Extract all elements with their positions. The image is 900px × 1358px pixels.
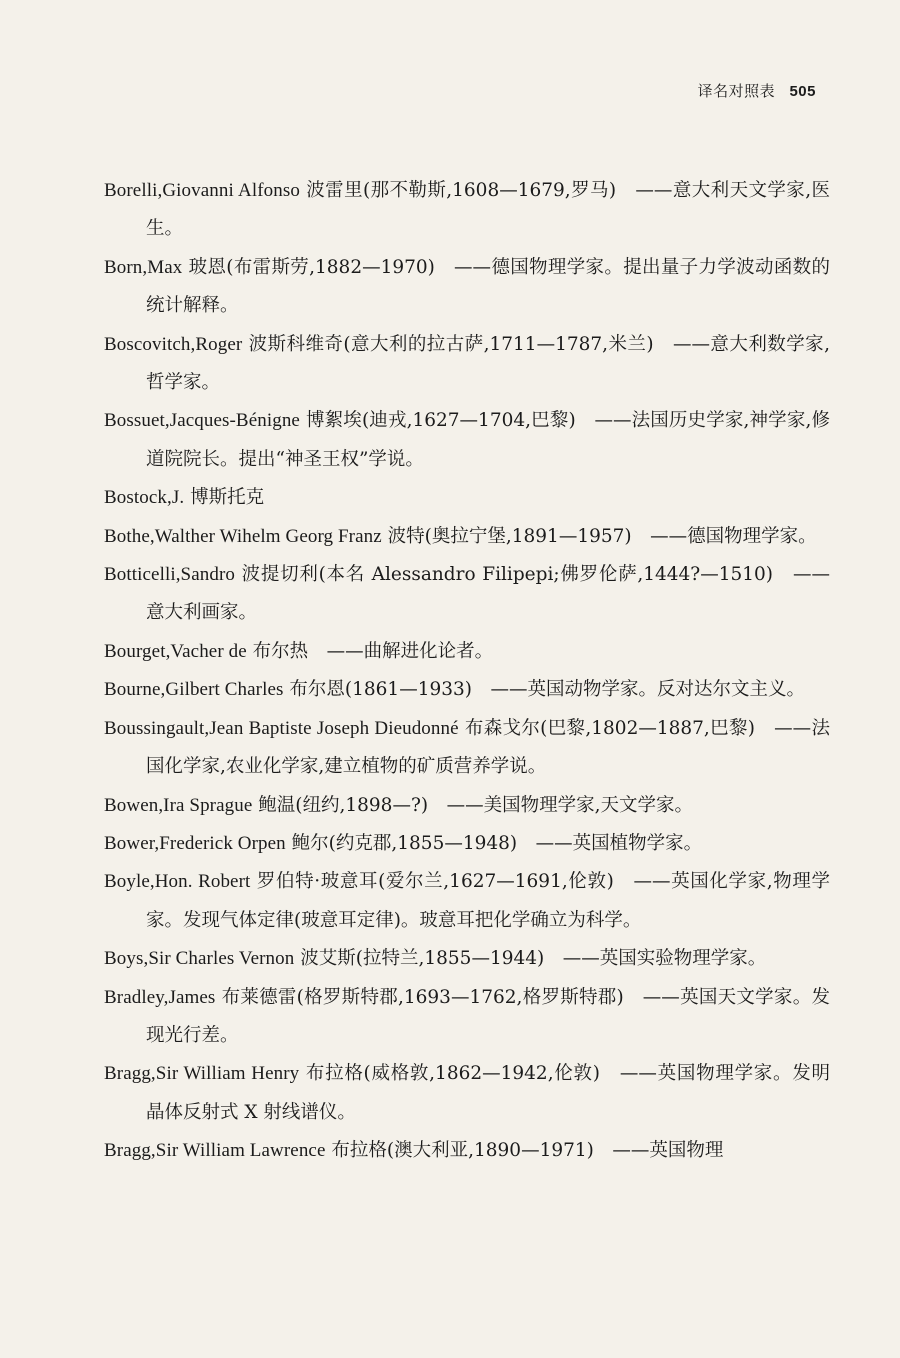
glossary-entry bbox=[104, 1055, 830, 1132]
entry-name: Borelli,Giovanni Alfonso bbox=[104, 180, 300, 201]
glossary-entry bbox=[104, 825, 830, 863]
glossary-entry bbox=[104, 940, 830, 978]
entry-text: 波特(奥拉宁堡,1891—1957) ——德国物理学家。 bbox=[387, 525, 817, 547]
entry-name: Botticelli,Sandro bbox=[104, 564, 235, 586]
glossary-entry bbox=[104, 979, 830, 1056]
entry-text: 波斯科维奇(意大利的拉古萨,1711—1787,米兰) ——意大利数学家,哲学家。 bbox=[146, 333, 830, 394]
entry-name: Boys,Sir Charles Vernon bbox=[104, 948, 295, 970]
entry-text: 波雷里(那不勒斯,1608—1679,罗马) ——意大利天文学家,医生。 bbox=[146, 180, 830, 240]
entry-name: Bradley,James bbox=[104, 986, 216, 1008]
entry-text: 鲍尔(约克郡,1855—1948) ——英国植物学家。 bbox=[291, 832, 703, 854]
glossary-entry bbox=[104, 1132, 830, 1170]
entry-name: Bourget,Vacher de bbox=[104, 640, 247, 662]
entry-text: 布拉格(澳大利亚,1890—1971) ——英国物理 bbox=[331, 1140, 724, 1162]
entry-name: Bothe,Walther Wihelm Georg Franz bbox=[104, 525, 382, 547]
glossary-entry bbox=[104, 787, 830, 825]
entry-text: 玻恩(布雷斯劳,1882—1970) ——德国物理学家。提出量子力学波动函数的统计解释。 bbox=[146, 256, 830, 317]
entry-text: 博絮埃(迪戎,1627—1704,巴黎) ——法国历史学家,神学家,修道院院长。提出“神圣王权”学说。 bbox=[146, 410, 830, 470]
glossary-entry bbox=[104, 479, 830, 517]
page-number: 505 bbox=[789, 83, 816, 100]
entry-name: Bostock,J. bbox=[104, 487, 185, 509]
glossary-entry bbox=[104, 326, 830, 403]
glossary-entry bbox=[104, 633, 830, 671]
entry-text: 波艾斯(拉特兰,1855—1944) ——英国实验物理学家。 bbox=[300, 948, 767, 970]
running-head-title: 译名对照表 bbox=[697, 82, 776, 100]
entry-name: Bowen,Ira Sprague bbox=[104, 794, 253, 816]
entry-text: 布莱德雷(格罗斯特郡,1693—1762,格罗斯特郡) ——英国天文学家。发现光行差。 bbox=[146, 986, 830, 1046]
glossary-entry bbox=[104, 518, 830, 556]
glossary-entry bbox=[104, 249, 830, 326]
entry-text: 布尔热 ——曲解进化论者。 bbox=[252, 640, 494, 662]
entry-name: Bower,Frederick Orpen bbox=[104, 832, 286, 854]
entry-name: Bourne,Gilbert Charles bbox=[104, 679, 284, 701]
entry-text: 布尔恩(1861—1933) ——英国动物学家。反对达尔文主义。 bbox=[289, 679, 805, 701]
entry-text: 波提切利(本名 Alessandro Filipepi;佛罗伦萨,1444?—1510) ——意大利画家。 bbox=[146, 564, 830, 624]
entry-text: 布森戈尔(巴黎,1802—1887,巴黎) ——法国化学家,农业化学家,建立植物的矿质营养学说。 bbox=[146, 717, 830, 778]
glossary-entry bbox=[104, 710, 830, 787]
glossary-entries bbox=[104, 172, 830, 1171]
entry-name: Bossuet,Jacques-Bénigne bbox=[104, 410, 300, 432]
glossary-entry bbox=[104, 556, 830, 633]
entry-name: Boyle,Hon. Robert bbox=[104, 871, 251, 893]
entry-name: Bragg,Sir William Henry bbox=[104, 1063, 300, 1085]
entry-text: 博斯托克 bbox=[190, 487, 265, 509]
glossary-entry bbox=[104, 172, 830, 249]
glossary-entry bbox=[104, 671, 830, 709]
entry-name: Boscovitch,Roger bbox=[104, 333, 243, 355]
running-head bbox=[698, 80, 816, 101]
entry-text: 罗伯特·玻意耳(爱尔兰,1627—1691,伦敦) ——英国化学家,物理学家。发现气体定律(玻意耳定律)。玻意耳把化学确立为科学。 bbox=[146, 871, 830, 931]
entry-name: Bragg,Sir William Lawrence bbox=[104, 1140, 326, 1162]
entry-name: Boussingault,Jean Baptiste Joseph Dieudonné bbox=[104, 717, 459, 739]
entry-text: 布拉格(威格敦,1862—1942,伦敦) ——英国物理学家。发明晶体反射式 X 射线谱仪。 bbox=[146, 1063, 830, 1123]
glossary-entry bbox=[104, 863, 830, 940]
entry-text: 鲍温(纽约,1898—?) ——美国物理学家,天文学家。 bbox=[258, 794, 693, 816]
entry-name: Born,Max bbox=[104, 256, 183, 278]
glossary-entry bbox=[104, 402, 830, 479]
